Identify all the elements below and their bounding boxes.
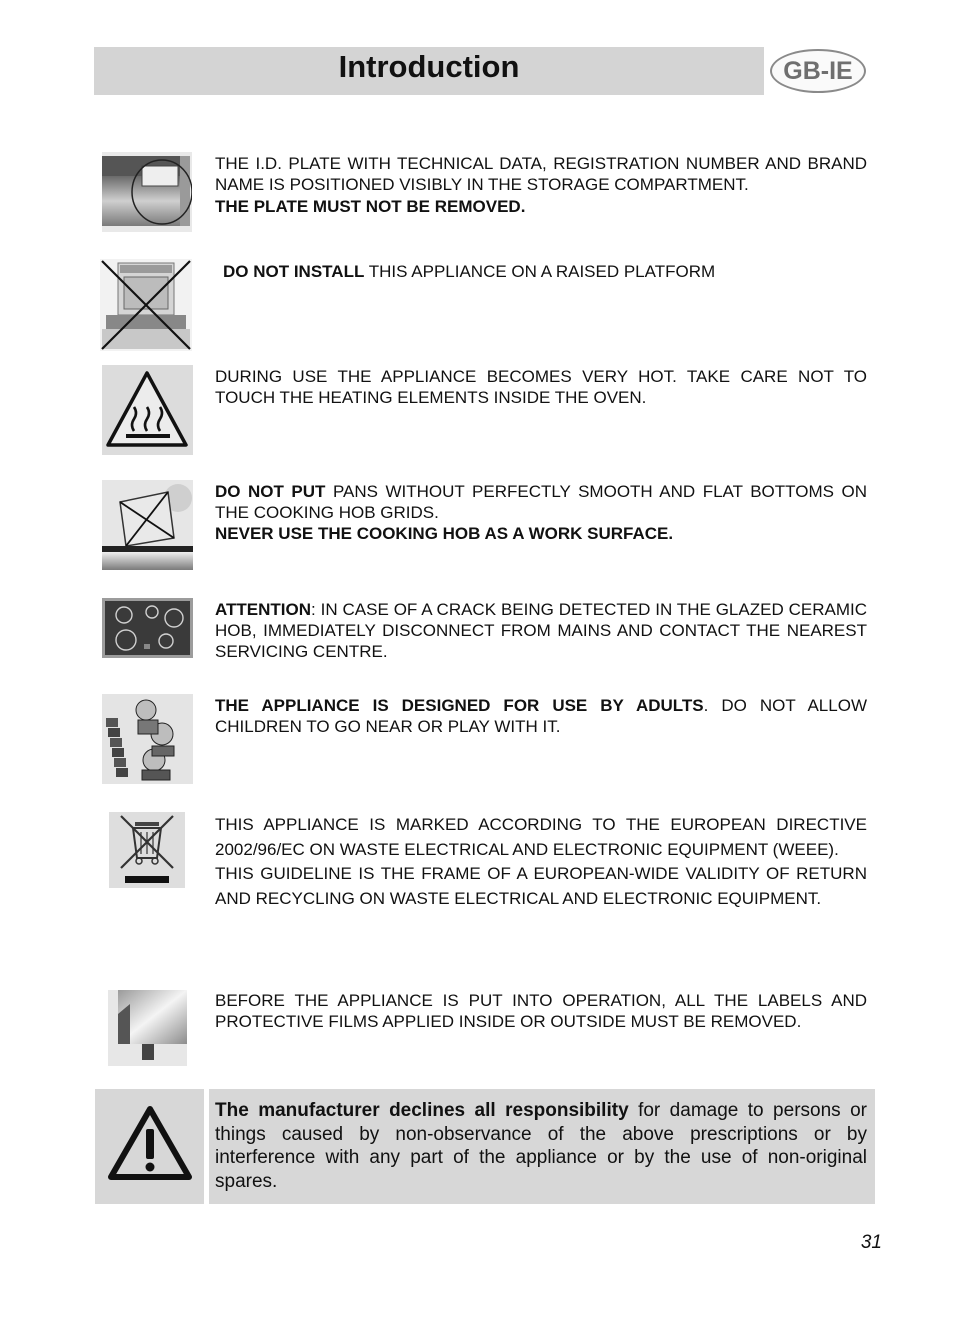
section-id-plate-text [215,153,867,217]
protective-film-icon [108,990,187,1066]
ceramic-hob-icon [102,598,193,658]
note-icon-panel [95,1089,204,1204]
films-body: BEFORE THE APPLIANCE IS PUT INTO OPERATION, ALL THE LABELS AND PROTECTIVE FILMS APPLIED INSIDE OR OUTSIDE MUST BE REMOVED. [215,991,867,1031]
pans-lead: DO NOT PUT [215,482,326,501]
page-title: Introduction [338,49,520,84]
hot-surface-warning-icon [102,365,193,455]
children-body: . DO NOT ALLOW CHILDREN TO GO NEAR OR PLAY WITH IT. [215,696,867,736]
header-bar [94,47,764,95]
note-lead: The manufacturer declines all responsibility [215,1100,629,1121]
id-plate-warning: THE PLATE MUST NOT BE REMOVED. [215,197,526,216]
weee-body-2: THIS GUIDELINE IS THE FRAME OF A EUROPEAN-WIDE VALIDITY OF RETURN AND RECYCLING ON WASTE ELECTRICAL AND ELECTRONIC EQUIPMENT. [215,864,867,908]
note-text [215,1099,867,1193]
hob-body: : IN CASE OF A CRACK BEING DETECTED IN THE GLAZED CERAMIC HOB, IMMEDIATELY DISCONNECT FROM MAINS AND CONTACT THE NEAREST SERVICING CENTRE. [215,600,867,661]
children-lead: THE APPLIANCE IS DESIGNED FOR USE BY ADULTS [215,696,704,715]
note-body: for damage to persons or things caused by non-observance of the above prescriptions or by interference with any part of the appliance or by the use of non-original spares. [215,1100,867,1192]
pans-warning: NEVER USE THE COOKING HOB AS A WORK SURFACE. [215,524,674,543]
language-badge: GB-IE [770,49,866,93]
section-platform-text [223,261,875,282]
pans-body: PANS WITHOUT PERFECTLY SMOOTH AND FLAT BOTTOMS ON THE COOKING HOB GRIDS. [215,482,867,522]
weee-body: THIS APPLIANCE IS MARKED ACCORDING TO THE EUROPEAN DIRECTIVE 2002/96/EC ON WASTE ELECTRICAL AND ELECTRONIC EQUIPMENT (WEEE). [215,815,867,859]
page-number: 31 [860,1232,882,1253]
section-hot-text [215,366,867,408]
id-plate-body: THE I.D. PLATE WITH TECHNICAL DATA, REGISTRATION NUMBER AND BRAND NAME IS POSITIONED VISIBLY IN THE STORAGE COMPARTMENT. [215,154,867,194]
hob-lead: ATTENTION [215,600,312,619]
hot-body: DURING USE THE APPLIANCE BECOMES VERY HOT. TAKE CARE NOT TO TOUCH THE HEATING ELEMENTS INSIDE THE OVEN. [215,367,867,407]
section-weee-text [215,813,867,911]
weee-crossed-bin-icon [109,812,185,888]
section-children-text [215,695,867,737]
no-uneven-pans-icon [102,480,193,570]
children-warning-icon [102,694,193,784]
section-films-text [215,990,867,1032]
no-raised-platform-icon [100,259,192,351]
warning-triangle-icon [107,1103,193,1188]
section-hob-text [215,599,867,662]
platform-lead: DO NOT INSTALL [223,262,365,281]
platform-body: THIS APPLIANCE ON A RAISED PLATFORM [364,262,716,281]
id-plate-drawer-icon [102,152,192,232]
section-pans-text [215,481,867,544]
